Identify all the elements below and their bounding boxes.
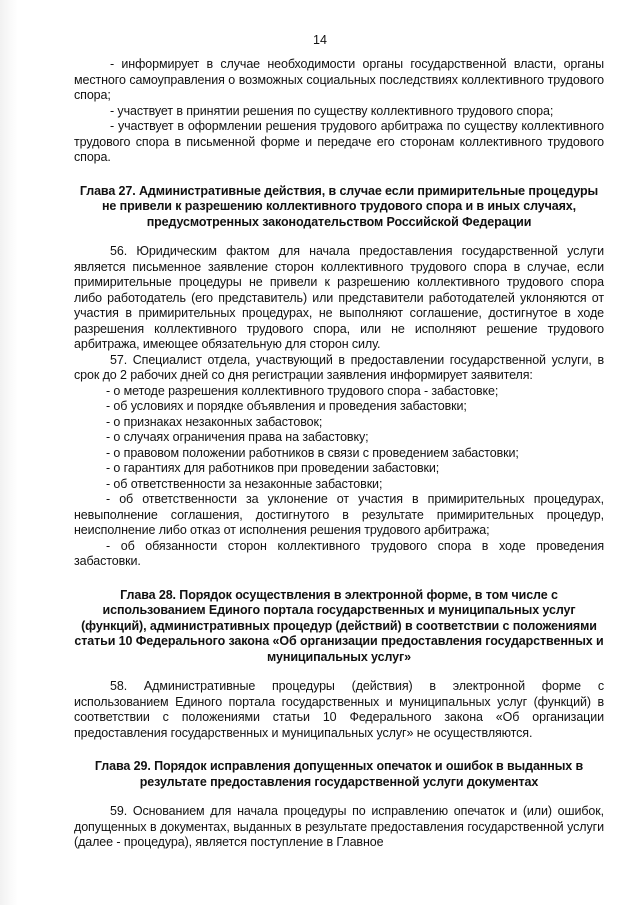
list-item-strike-conditions: - об условиях и порядке объявления и проведения забастовки; [106,399,467,413]
paragraph-participates-decision: - участвует в принятии решения по существу коллективного трудового спора; [110,103,554,118]
list-item-obligations: - об обязанности сторон коллективного трудового спора в ходе проведения забастовки. [74,538,604,568]
list-item-liability-evasion: - об ответственности за уклонение от участия в примирительных процедурах, невыполнение соглашения, достигнутого в результате примирительных процедур, неисполнение либо отказ от исполнения решения трудового арбитража; [74,492,604,537]
list-item-strike-method: - о методе разрешения коллективного трудового спора - забастовке; [106,383,499,398]
scan-edge-shadow [0,0,18,905]
chapter-29-heading: Глава 29. Порядок исправления допущенных опечаток и ошибок в выданных в результате предоставления государственной услуги документах [94,759,584,789]
paragraph-56: 56. Юридическим фактом для начала предоставления государственной услуги является письменное заявление сторон коллективного трудового спора в случае, если примирительные процедуры не привели к разрешению коллективного трудового спора либо работодатель (его представитель) или представители работодателей уклоняются от участия в примирительных процедурах, не выполняют соглашение, достигнутое в ходе разрешения коллективного трудового спора, или не исполняют решение трудового арбитража, имеющее обязательную для сторон силу. [74,244,604,351]
paragraph-57: 57. Специалист отдела, участвующий в предоставлении государственной услуги, в срок до 2 рабочих дней со дня регистрации заявления информирует заявителя: [74,352,604,382]
chapter-27-heading: Глава 27. Административные действия, в случае если примирительные процедуры не привели к разрешению коллективного трудового спора и в иных случаях, предусмотренных законодательством Российской Федерации [79,183,599,229]
document-body [74,57,604,851]
paragraph-participates-arbitration: - участвует в оформлении решения трудового арбитража по существу коллективного трудового спора в письменной форме и передаче его сторонам коллективного трудового спора. [74,119,604,164]
list-item-guarantees: - о гарантиях для работников при проведении забастовки; [106,461,440,475]
list-item-illegal-strikes: - о признаках незаконных забастовок; [106,414,323,429]
list-item-liability-illegal: - об ответственности за незаконные забастовки; [106,476,383,491]
paragraph-59: 59. Основанием для начала процедуры по исправлению опечаток и (или) ошибок, допущенных в документах, выданных в результате предоставления государственной услуги (далее - процедура), является поступление в Главное [74,804,604,849]
page-number: 14 [313,33,327,47]
list-item-strike-restrictions: - о случаях ограничения права на забастовку; [106,430,369,444]
list-item-legal-status: - о правовом положении работников в связи с проведением забастовки; [106,445,519,460]
chapter-28-heading: Глава 28. Порядок осуществления в электронной форме, в том числе с использованием Единого портала государственных и муниципальных услуг (функций), административных процедур (действий) в соответствии с положениями статьи 10 Федерального закона «Об организации предоставления государственных и муниципальных услуг» [74,587,604,664]
paragraph-58: 58. Административные процедуры (действия) в электронной форме с использованием Единого портала государственных и муниципальных услуг (функций) в соответствии с положениями статьи 10 Федерального закона «Об организации предоставления государственных и муниципальных услуг» не осуществляются. [74,679,604,740]
paragraph-inform-authorities: - информирует в случае необходимости органы государственной власти, органы местного самоуправления о возможных социальных последствиях коллективного трудового спора; [74,57,604,102]
